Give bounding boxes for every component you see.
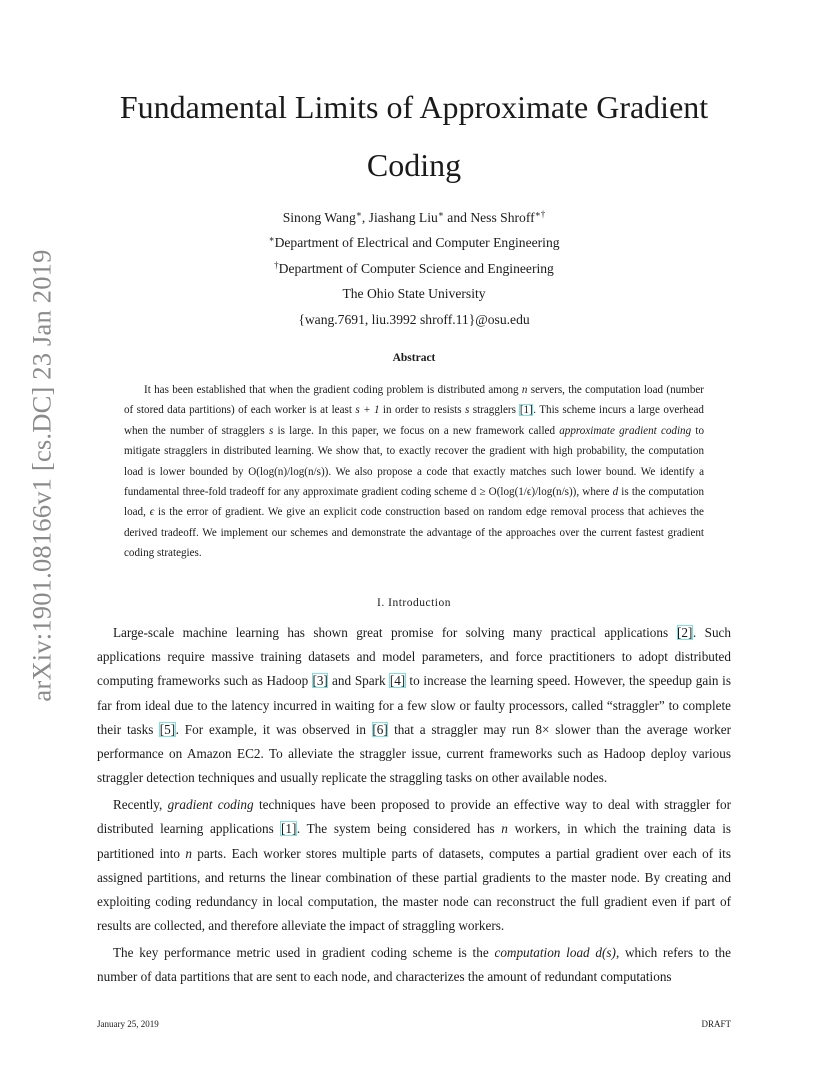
paper-title bbox=[90, 78, 738, 194]
affiliation-cse: †Department of Computer Science and Engineering bbox=[274, 259, 554, 276]
title-line-2: Coding bbox=[366, 147, 462, 183]
introduction-body bbox=[97, 621, 731, 992]
citation-link[interactable]: [1] bbox=[519, 404, 533, 417]
footer-draft-label: DRAFT bbox=[701, 1019, 731, 1029]
citation-link[interactable]: [4] bbox=[389, 673, 406, 689]
affiliation-ece: ∗Department of Electrical and Computer Engineering bbox=[268, 234, 560, 251]
intro-paragraph-3: The key performance metric used in gradient coding scheme is the computation load d(s), which refers to the number of data partitions that are sent to each node, and characterizes the amount of redundant computations bbox=[97, 945, 731, 985]
author-block bbox=[150, 208, 678, 335]
citation-link[interactable]: [5] bbox=[159, 721, 176, 737]
footer-date: January 25, 2019 bbox=[97, 1019, 159, 1029]
citation-link[interactable]: [3] bbox=[312, 673, 328, 689]
arxiv-stamp: arXiv:1901.08166v1 [cs.DC] 23 Jan 2019 bbox=[26, 248, 57, 702]
intro-paragraph-2: Recently, gradient coding techniques have been proposed to provide an effective way to deal with straggler for distributed learning applications [1]. The system being considered has n workers, in which the training data is partitioned into n parts. Each worker stores multiple parts of datasets, computes a partial gradient over each of its assigned partitions, and returns the linear combination of these partial gradients to the master node. By creating and exploiting coding redundancy in local computation, the master node can reconstruct the full gradient even if part of results are collected, and therefore alleviate the impact of straggling workers. bbox=[97, 797, 731, 934]
abstract-body: It has been established that when the gradient coding problem is distributed among n servers, the computation load (number of stored data partitions) of each worker is at least s + 1 in order to resists s stragglers [1]. This scheme incurs a large overhead when the number of stragglers s is large. In this paper, we focus on a new framework called approximate gradient coding to mitigate stragglers in distributed learning. We show that, to exactly recover the gradient with high probability, the computation load is lower bounded by O(log(n)/log(n/s)). We also propose a code that exactly matches such lower bound. We identify a fundamental three-fold tradeoff for any approximate gradient coding scheme d ≥ O(log(1/ϵ)/log(n/s)), where d is the computation load, ϵ is the error of gradient. We give an explicit code construction based on random edge removal process that achieves the derived tradeoff. We implement our schemes and demonstrate the advantage of the approaches over the current fastest gradient coding strategies. bbox=[124, 384, 705, 560]
title-line-1: Fundamental Limits of Approximate Gradient bbox=[119, 89, 709, 125]
section-heading-introduction: I. Introduction bbox=[377, 597, 451, 609]
author-emails: {wang.7691, liu.3992 shroff.11}@osu.edu bbox=[298, 311, 530, 327]
abstract-heading: Abstract bbox=[392, 352, 436, 364]
citation-link[interactable]: [2] bbox=[677, 625, 693, 640]
page-footer bbox=[97, 1019, 731, 1029]
author-names: Sinong Wang∗, Jiashang Liu∗ and Ness Shroff∗† bbox=[282, 209, 546, 225]
affiliation-university: The Ohio State University bbox=[342, 286, 486, 302]
intro-paragraph-1: Large-scale machine learning has shown great promise for solving many practical applications [2]. Such applications require massive training datasets and model parameters, and force practitioners to adopt distributed computing frameworks such as Hadoop [3] and Spark [4] to increase the learning speed. However, the speedup gain is far from ideal due to the latency incurred in waiting for a few slow or faulty processors, called “straggler” to complete their tasks [5]. For example, it was observed in [6] that a straggler may run 8× slower than the average worker performance on Amazon EC2. To alleviate the straggler issue, current frameworks such as Hadoop deploy various straggler detection techniques and usually replicate the straggling tasks on other available nodes. bbox=[97, 625, 731, 786]
citation-link[interactable]: [1] bbox=[280, 821, 297, 837]
citation-link[interactable]: [6] bbox=[372, 721, 388, 737]
